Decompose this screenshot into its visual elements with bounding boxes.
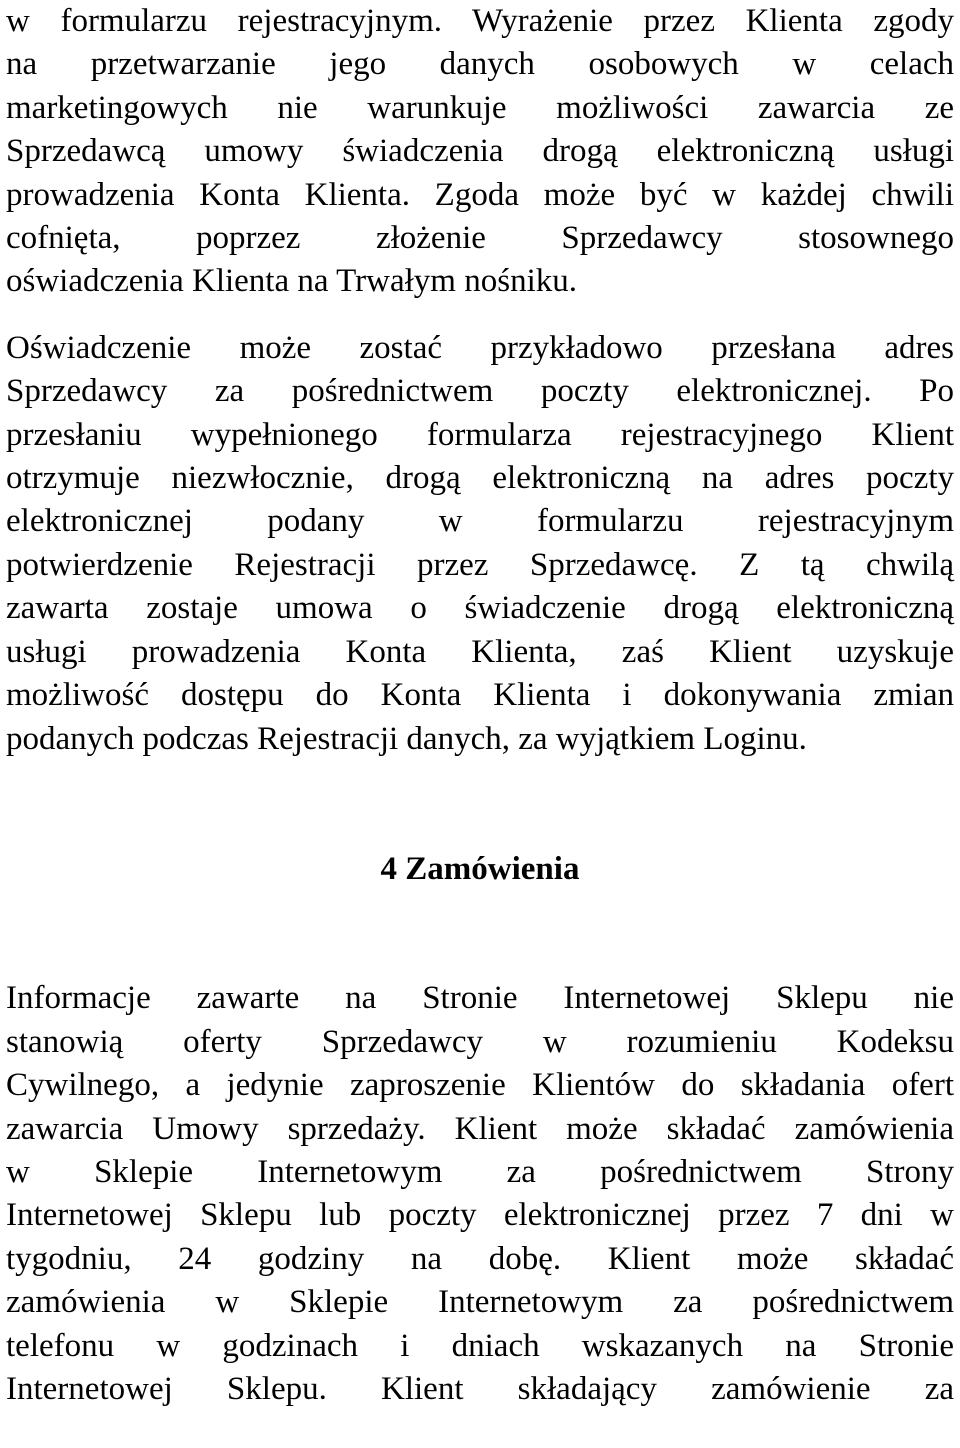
- text-line: Sprzedawcy za pośrednictwem poczty elektronicznej. Po: [6, 373, 954, 410]
- text-line: potwierdzenie Rejestracji przez Sprzedawcę. Z tą chwilą: [6, 546, 954, 583]
- text-line: elektronicznej podany w formularzu rejestracyjnym: [6, 503, 954, 540]
- text-line: stanowią oferty Sprzedawcy w rozumieniu Kodeksu: [6, 1023, 954, 1060]
- text-line: w Sklepie Internetowym za pośrednictwem Strony: [6, 1153, 954, 1190]
- text-line: Internetowej Sklepu. Klient składający zamówienie za: [6, 1370, 954, 1407]
- text-line: zawarta zostaje umowa o świadczenie drogą elektroniczną: [6, 590, 954, 627]
- text-line: podanych podczas Rejestracji danych, za wyjątkiem Loginu.: [6, 720, 807, 757]
- text-line: Sprzedawcą umowy świadczenia drogą elektroniczną usługi: [6, 133, 954, 170]
- text-line: Oświadczenie może zostać przykładowo przesłana adres: [6, 329, 954, 366]
- text-line: możliwość dostępu do Konta Klienta i dokonywania zmian: [6, 677, 954, 714]
- paragraph-orders: [6, 977, 954, 1411]
- text-line: telefonu w godzinach i dniach wskazanych na Stronie: [6, 1327, 954, 1364]
- text-line: w formularzu rejestracyjnym. Wyrażenie przez Klienta zgody: [6, 3, 954, 39]
- text-line: Internetowej Sklepu lub poczty elektronicznej przez 7 dni w: [6, 1197, 954, 1234]
- text-line: cofnięta, poprzez złożenie Sprzedawcy stosownego: [6, 220, 954, 257]
- text-line: tygodniu, 24 godziny na dobę. Klient może składać: [6, 1240, 954, 1277]
- text-line: usługi prowadzenia Konta Klienta, zaś Klient uzyskuje: [6, 633, 954, 670]
- text-line: przesłaniu wypełnionego formularza rejestracyjnego Klient: [6, 416, 954, 453]
- text-line: zamówienia w Sklepie Internetowym za pośrednictwem: [6, 1284, 954, 1321]
- paragraph-registration-confirmation: [6, 327, 954, 761]
- text-line: oświadczenia Klienta na Trwałym nośniku.: [6, 263, 577, 300]
- text-line: marketingowych nie warunkuje możliwości zawarcia ze: [6, 89, 954, 126]
- text-line: Cywilnego, a jedynie zaproszenie Klientów do składania ofert: [6, 1067, 954, 1104]
- text-line: na przetwarzanie jego danych osobowych w celach: [6, 46, 954, 83]
- document-page: [6, 0, 954, 1411]
- text-line: prowadzenia Konta Klienta. Zgoda może być w każdej chwili: [6, 176, 954, 213]
- text-line: Informacje zawarte na Stronie Internetowej Sklepu nie: [6, 980, 954, 1017]
- text-line: otrzymuje niezwłocznie, drogą elektroniczną na adres poczty: [6, 460, 954, 497]
- paragraph-registration-consent: [6, 0, 954, 304]
- text-line: zawarcia Umowy sprzedaży. Klient może składać zamówienia: [6, 1110, 954, 1147]
- section-heading: 4 Zamówienia: [380, 850, 580, 887]
